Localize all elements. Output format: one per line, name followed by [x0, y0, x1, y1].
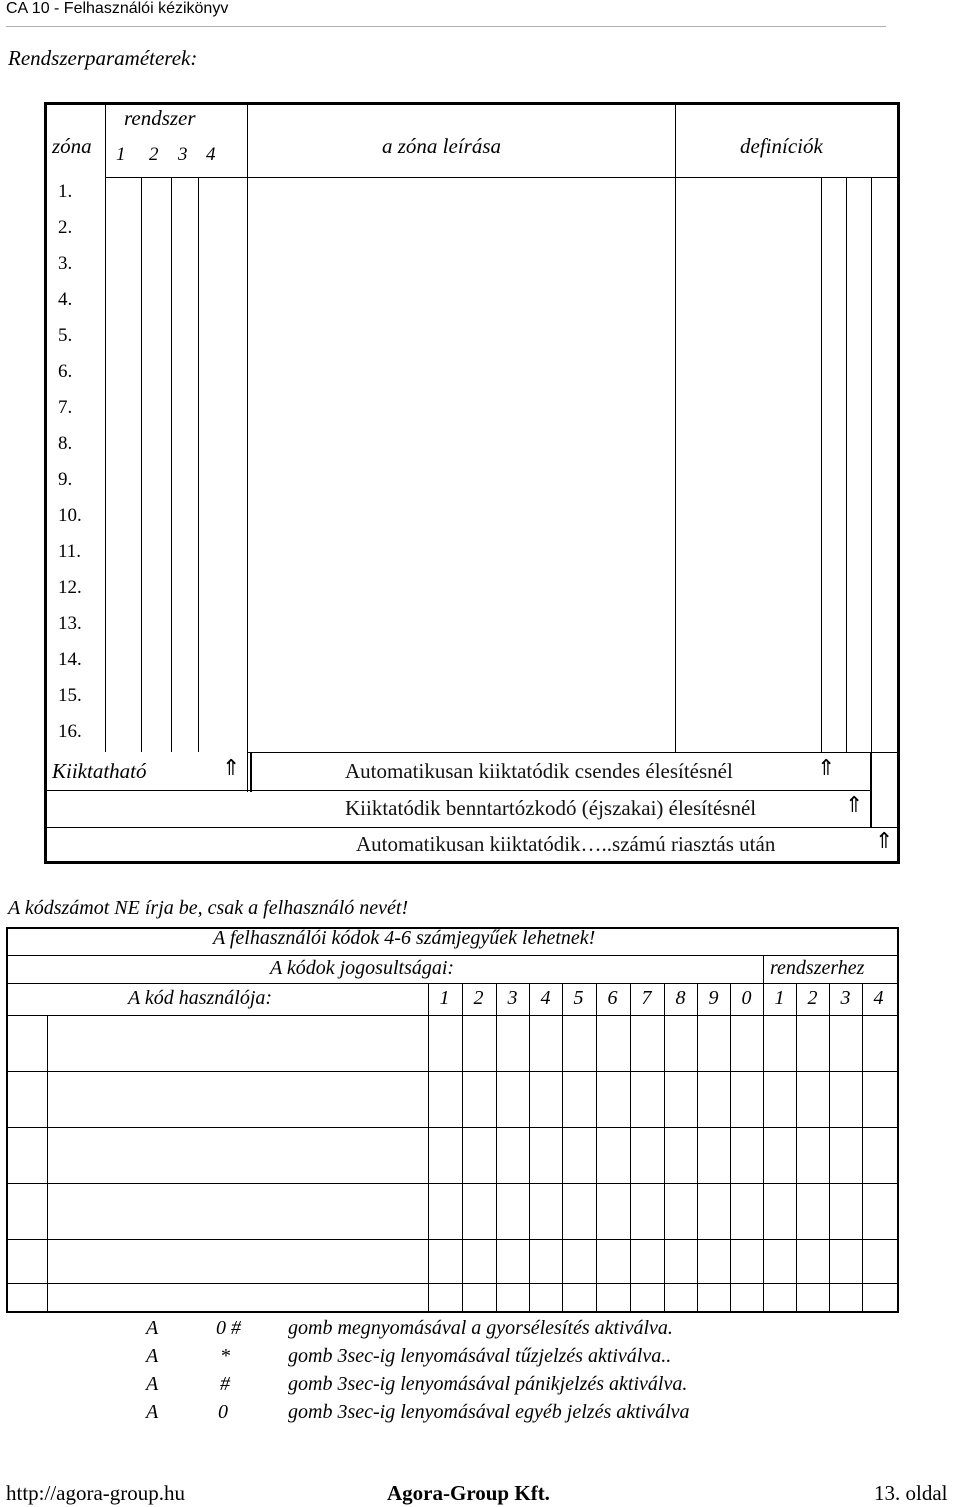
- system-col-divider: [141, 178, 142, 752]
- system-number: 4: [206, 144, 216, 165]
- codes-col-divider: [697, 983, 698, 1312]
- document-header: CA 10 - Felhasználói kézikönyv: [6, 0, 229, 17]
- code-warning: A kódszámot NE írja be, csak a felhasználó nevét!: [8, 897, 409, 919]
- zone-row-number: 9.: [58, 469, 73, 490]
- zone-row-number: 5.: [58, 325, 73, 346]
- zone-row-number: 14.: [58, 649, 82, 670]
- zone-row-number: 11.: [58, 541, 82, 562]
- note-text: gomb 3sec-ig lenyomásával pánikjelzés aktiválva.: [288, 1373, 688, 1395]
- up-arrow-icon: ⇑: [222, 756, 241, 781]
- definition-col-divider: [846, 178, 847, 752]
- note-key: *: [220, 1345, 230, 1367]
- codes-col-divider: [428, 983, 429, 1312]
- codes-col-divider: [562, 983, 563, 1312]
- zone-option-divider: [46, 827, 900, 828]
- note-prefix: A: [146, 1373, 159, 1395]
- footer-url[interactable]: http://agora-group.hu: [6, 1481, 186, 1505]
- description-column-header: a zóna leírása: [382, 134, 502, 158]
- system-column-header: rendszer: [124, 106, 196, 130]
- zone-col-divider: [105, 104, 106, 752]
- codes-col-divider: [664, 983, 665, 1312]
- zone-row-number: 3.: [58, 253, 73, 274]
- codes-col-divider: [596, 983, 597, 1312]
- system-number: 3: [178, 144, 188, 165]
- footer-page-number: 13. oldal: [874, 1481, 948, 1505]
- system-col-divider: [198, 178, 199, 752]
- up-arrow-icon: ⇑: [845, 793, 864, 818]
- zone-col-divider: [250, 752, 252, 792]
- excludable-label: Kiiktatható: [52, 759, 147, 783]
- code-rights-label: A kódok jogosultságai:: [270, 957, 455, 979]
- zone-row-number: 4.: [58, 289, 73, 310]
- codes-col-divider: [529, 983, 530, 1312]
- zone-row-number: 16.: [58, 721, 82, 742]
- code-system-number: 4: [873, 987, 884, 1009]
- note-key: 0 #: [216, 1317, 241, 1339]
- codes-col-divider: [796, 983, 797, 1312]
- zone-row-number: 13.: [58, 613, 82, 634]
- zone-option-divider: [46, 790, 871, 791]
- zone-row-number: 2.: [58, 217, 73, 238]
- code-right-number: 8: [675, 987, 686, 1009]
- code-system-label: rendszerhez: [770, 957, 865, 979]
- night-arming-label: Kiiktatódik benntartózkodó (éjszakai) élesítésnél: [345, 796, 757, 820]
- codes-col-divider: [630, 983, 631, 1312]
- note-prefix: A: [146, 1401, 159, 1423]
- note-prefix: A: [146, 1317, 159, 1339]
- code-right-number: 6: [607, 987, 618, 1009]
- code-system-number: 3: [840, 987, 851, 1009]
- definitions-column-header: definíciók: [740, 134, 823, 158]
- codes-col-divider: [47, 1015, 48, 1312]
- code-system-number: 2: [807, 987, 818, 1009]
- system-number: 1: [116, 144, 126, 165]
- codes-col-divider: [730, 983, 731, 1312]
- note-text: gomb megnyomásával a gyorsélesítés aktiválva.: [288, 1317, 673, 1339]
- section-title: Rendszerparaméterek:: [8, 46, 198, 70]
- note-key: 0: [218, 1401, 228, 1423]
- codes-col-divider: [763, 955, 764, 983]
- auto-quiet-label: Automatikusan kiiktatódik csendes élesítésnél: [345, 759, 733, 783]
- code-digits-note: A felhasználói kódok 4-6 számjegyűek lehetnek!: [213, 927, 596, 949]
- zone-row-number: 12.: [58, 577, 82, 598]
- zone-row-number: 1.: [58, 181, 73, 202]
- codes-table: [6, 927, 899, 1313]
- code-right-number: 2: [473, 987, 484, 1009]
- note-text: gomb 3sec-ig lenyomásával tűzjelzés aktiválva..: [288, 1345, 672, 1367]
- code-right-number: 9: [708, 987, 719, 1009]
- definition-col-divider: [871, 178, 872, 752]
- footer-company: Agora-Group Kft.: [387, 1481, 550, 1505]
- up-arrow-icon: ⇑: [875, 829, 894, 854]
- zone-header-divider: [105, 177, 900, 178]
- zone-row-number: 6.: [58, 361, 73, 382]
- system-col-divider: [171, 178, 172, 752]
- zone-col-divider: [247, 104, 248, 792]
- definition-col-divider: [821, 178, 822, 752]
- codes-col-divider: [763, 983, 764, 1312]
- code-system-number: 1: [774, 987, 785, 1009]
- code-right-number: 4: [540, 987, 551, 1009]
- codes-col-divider: [862, 983, 863, 1312]
- note-key: #: [220, 1373, 230, 1395]
- codes-col-divider: [496, 983, 497, 1312]
- code-right-number: 1: [439, 987, 450, 1009]
- zone-row-number: 10.: [58, 505, 82, 526]
- zone-col-divider: [675, 104, 676, 752]
- zone-row-number: 7.: [58, 397, 73, 418]
- system-number: 2: [149, 144, 159, 165]
- header-divider: [6, 26, 886, 27]
- code-right-number: 7: [641, 987, 652, 1009]
- code-user-label: A kód használója:: [128, 987, 273, 1009]
- note-text: gomb 3sec-ig lenyomásával egyéb jelzés aktiválva: [288, 1401, 690, 1423]
- codes-col-divider: [829, 983, 830, 1312]
- zone-option-box-edge: [870, 752, 872, 828]
- zone-column-header: zóna: [52, 134, 92, 158]
- zone-row-number: 8.: [58, 433, 73, 454]
- codes-col-divider: [462, 983, 463, 1312]
- code-right-number: 5: [573, 987, 584, 1009]
- zone-table: [44, 102, 900, 864]
- zone-row-number: 15.: [58, 685, 82, 706]
- code-right-number: 0: [741, 987, 752, 1009]
- note-prefix: A: [146, 1345, 159, 1367]
- zone-table-rows-end: [247, 752, 900, 753]
- after-alarm-label: Automatikusan kiiktatódik…..számú riasztás után: [356, 832, 776, 856]
- code-right-number: 3: [507, 987, 518, 1009]
- up-arrow-icon: ⇑: [817, 756, 836, 781]
